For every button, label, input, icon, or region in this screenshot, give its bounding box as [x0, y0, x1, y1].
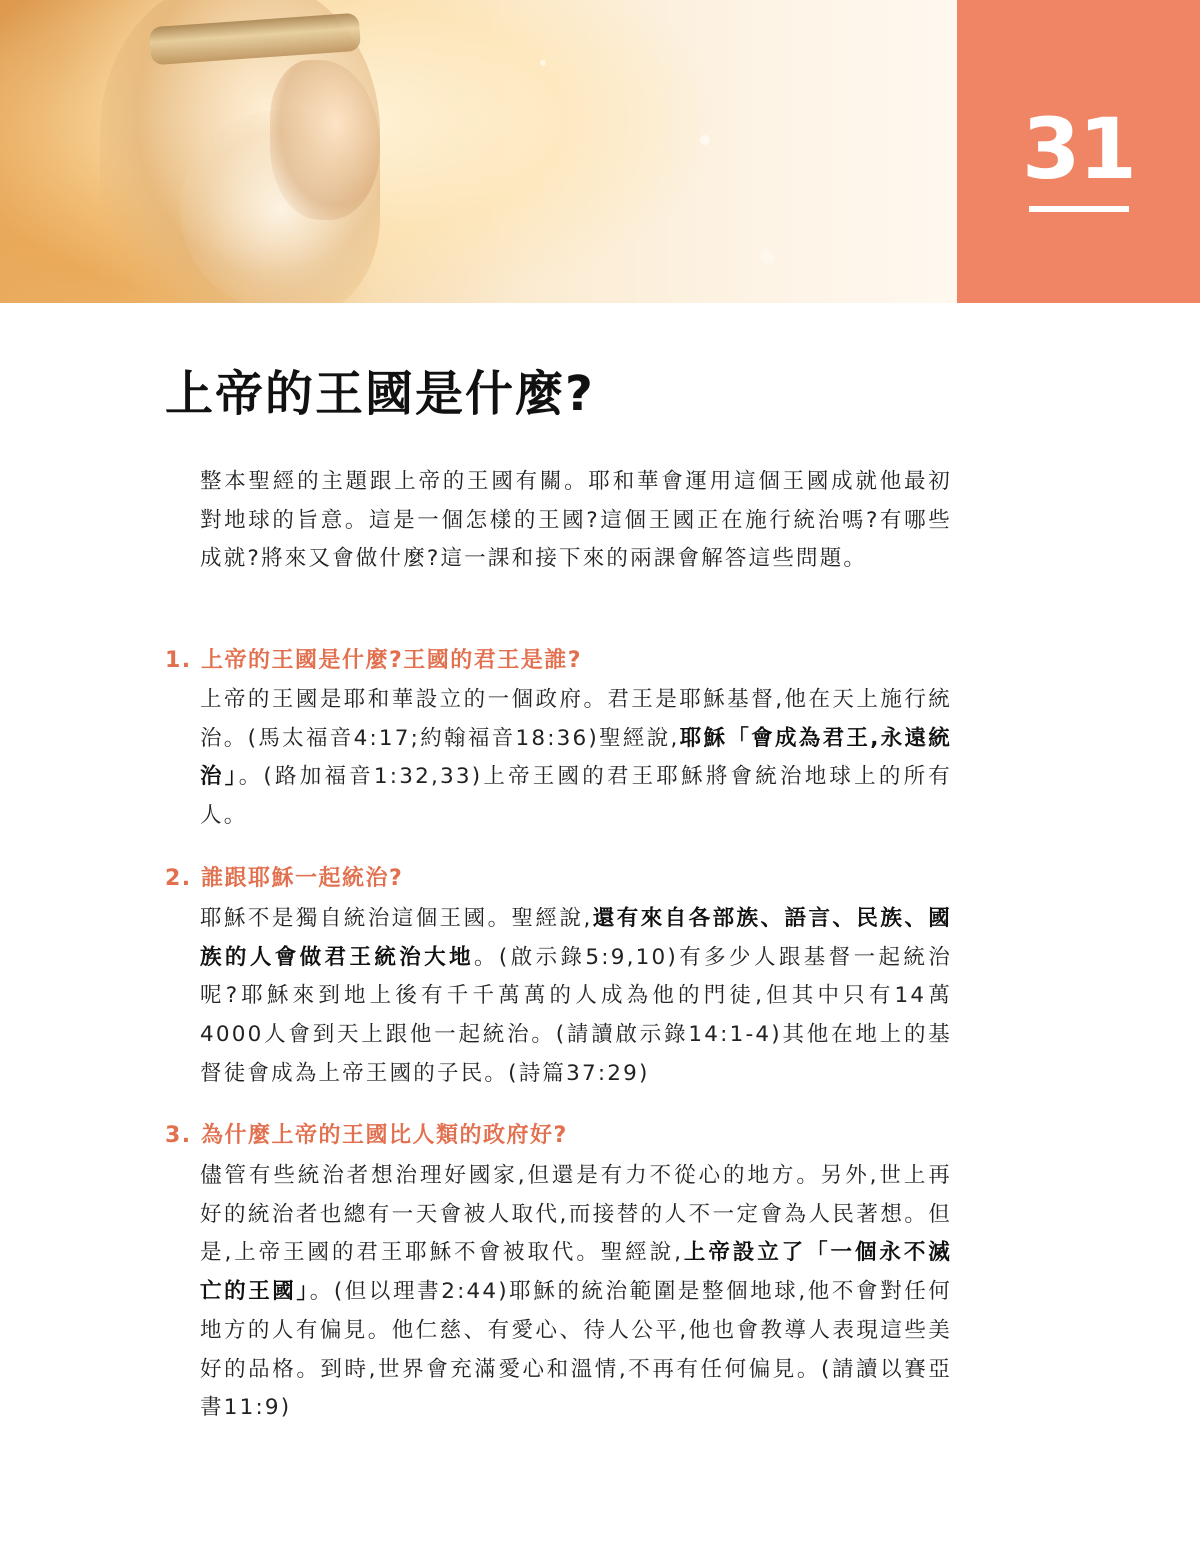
answer-text: 。(路加福音1:32,33)上帝王國的君王耶穌將會統治地球上的所有人。 — [200, 764, 952, 829]
light-flare — [700, 135, 710, 145]
light-flare — [760, 250, 774, 264]
intro-paragraph: 整本聖經的主題跟上帝的王國有關。耶和華會運用這個王國成就他最初對地球的旨意。這是一個怎樣的王國?這個王國正在施行統治嗎?有哪些成就?將來又會做什麼?這一課和接下來的兩課會解答這些問題。 — [200, 469, 952, 572]
answer-emphasis: 還有來自各部族、語言、民族、國族的人會做君王統治大地 — [200, 906, 952, 970]
answer-text: 上帝的王國是耶和華設立的一個政府。君王是耶穌基督,他在天上施行統治。(馬太福音4:17;約翰福音18:36)聖經說, — [200, 687, 952, 751]
lesson-number-underline — [1029, 206, 1129, 212]
question-text: 誰跟耶穌一起統治? — [201, 866, 404, 891]
page-title: 上帝的王國是什麼? — [165, 366, 595, 422]
answer-text: 儘管有些統治者想治理好國家,但還是有力不從心的地方。另外,世上再好的統治者也總有一天會被人取代,而接替的人不一定會為人民著想。但是,上帝王國的君王耶穌不會被取代。聖經說, — [200, 1163, 952, 1266]
answer-text: 。(但以理書2:44)耶穌的統治範圍是整個地球,他不會對任何地方的人有偏見。他仁慈、有愛心、待人公平,他也會教導人表現這些美好的品格。到時,世界會充滿愛心和溫情,不再有任何偏見。(請讀以賽亞書11:9) — [200, 1279, 952, 1421]
question-number: 2. — [165, 866, 192, 891]
answer-2 — [200, 900, 952, 1094]
lesson-number: 31 — [1022, 100, 1135, 198]
answer-1 — [200, 681, 952, 836]
answer-text: 。(啟示錄5:9,10)有多少人跟基督一起統治呢?耶穌來到地上後有千千萬萬的人成為他的門徒,但其中只有14萬4000人會到天上跟他一起統治。(請讀啟示錄14:1-4)其他在地上的基督徒會成為上帝王國的子民。(詩篇37:29) — [200, 944, 953, 1086]
question-1 — [165, 643, 582, 674]
answer-text: 耶穌不是獨自統治這個王國。聖經說, — [200, 906, 593, 931]
question-number: 1. — [165, 648, 192, 673]
header-illustration — [0, 0, 957, 303]
answer-emphasis: 耶穌「會成為君王,永遠統治」 — [200, 725, 953, 790]
question-2 — [165, 861, 403, 892]
question-text: 上帝的王國是什麼?王國的君王是誰? — [201, 648, 583, 673]
question-text: 為什麼上帝的王國比人類的政府好? — [201, 1123, 568, 1148]
light-flare — [540, 60, 546, 66]
answer-emphasis: 上帝設立了「一個永不滅亡的王國」 — [200, 1240, 953, 1305]
lesson-number-box — [957, 0, 1200, 303]
question-3 — [165, 1118, 568, 1149]
answer-3 — [200, 1157, 952, 1428]
question-number: 3. — [165, 1123, 192, 1148]
